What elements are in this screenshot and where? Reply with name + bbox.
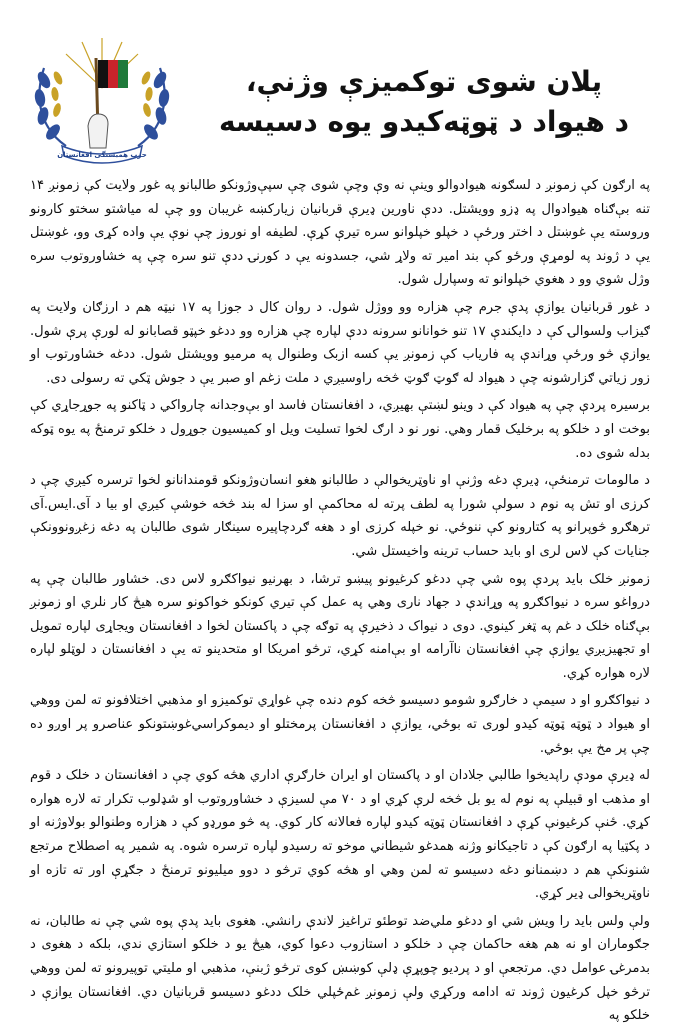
article-body bbox=[30, 174, 650, 1032]
paragraph: د غور قربانیان یوازې پدې جرم چې هزاره وو ووژل شول. د روان کال د جوزا په ۱۷ نیټه هم د ارزګان ولایت په ګیزاب ولسوالۍ کې د دایکندې ۱۷ تنو خوانانو سرونه ددې لپاره چې هزاره وو ددغو خپټو قصابانو له لورې پرې شول. یوازې څو ورځې وړاندې په فاریاب کې زمونږ یې کسه ازبک وطنوال په مرمیو وویشتل شول. ددغه خشاورتوب او زور زیاتي ګزارشونه چې د هیواد له ګوټ ګوټ څخه راوسیږي د ملت زغم او صبر یې د جوش ټکي ته رسولی دی. bbox=[30, 299, 651, 386]
title-line-2: د هیواد د ټوټه‌کیدو یوه دسیسه bbox=[218, 105, 630, 138]
paragraph: د نیواکګرو او د سیمې د خارګرو شومو دسیسو څخه کوم دنده چې غواړي توکمیزو او مذهبي اختلافونو ته لمن ووهي او هیواد د ټوټه ټوټه کیدو لوری ته بوځي، یوازې د افغانستان پرمختلو او دیموکراسي‌غوښتونکو عناصرو پر اوږو ده چې پر مخ یې بوځي. bbox=[30, 693, 650, 756]
paragraph: په ارګون کې زمونږ د لسګونه هیوادوالو وینې نه وې وچې شوی چې سپې‌وژونکو طالبانو په غور ولایت کې زمونږ ۱۴ تنه بې‌ګناه هیوادوال په ډزو وویشتل. ددې ناورین ډیرې قربانیان زیارکښه غریبان وو چې له میاشتو سختو کارونو وروسته یې غوښتل د اختر ورځې د خپلو خپلوانو سره تیرې کړې. لطیفه او نوروز چې نوې یې واده کړی وو، غوښتل یې د ژوند په لومړې ورځو کې بند امیر ته ولاړ شي، جسدونه یې د کورنۍ ددې تنو سره چې په خشاوروتوب سره وژل شوي وو د هغوي خپلوانو ته وسپارل شول. bbox=[30, 178, 650, 288]
logo-caption: حزب همبستگی افغانستان bbox=[57, 151, 147, 159]
paragraph: د مالومات ترمنځې، ډیرې دغه وژنې او ناوټریخوالې د طالبانو هغو انسان‌وژونکو قومندانانو لخوا ترسره کیږي چې د کرزی او تش په نوم د سولې شورا په لطف پرته له محاکمې او سزا له بند څخه خوشې کیږي او بیا د آی.ایس.آی ترهګرو څوپرانو په کتارونو کې ننوځي. نو خپله کرزی او د هغه ګردچاپیره سینګار شوی طالبان په دغه زغږونوونکې جنایات کې لاس لری او باید حساب ترینه واخیستل شي. bbox=[30, 473, 650, 559]
document-title bbox=[200, 62, 648, 142]
paragraph: ولې ولس باید را ویښ شي او ددغو ملي‌ضد توطئو تراغیز لاندې رانشي. هغوی باید پدې پوه شي چې نه طالبان، نه جګوماران او نه هم هغه حاکمان چې د خلکو د استازوب دعوا کوي، هیڅ یو د خلکو استازي ندي، بلکه د هغوی د بدمرغۍ عوامل دي. مرتجعې او د پردیو چوپړې ډلې کوښښ کوی ترڅو ژبنې، مذهبي او ملیتي توپیرونو ته لمن ووهي ترڅو خپل کرغیون ژوند ته ادامه ورکړي ولې زمونږ غم‌ځپلي خلک ددغو دسیسو قربانیان دي. افغانستان یوازې د خلکو په bbox=[30, 913, 650, 1024]
paragraph: برسیره پردې چې په هیواد کې د وینو لښتې بهیږي، د افغانستان فاسد او بې‌وجدانه چارواکي د ټاکنو په جوړجاړي کې بوخت او د خلکو په برخلیک قمار وهي. نور نو د ارګ لخوا تسلیت ویل او کمیسیون جوړول د خلکو ترمنځ په یوه ټوکه بدله شوی ده. bbox=[30, 398, 650, 461]
party-logo bbox=[22, 28, 182, 170]
paragraph: له ډیرې مودې راپدیخوا طالبي جلادان او د پاکستان او ایران خارګرې اداري هڅه کوي چې د افغانستان د خلک د قوم او مذهب او قبیلې په نوم له یو بل څخه لرې کړي او د ۷۰ مې لسیزې د خشاوروتوب او شډلوب تکرار ته لاره هواره کړي. ځنې کرغیونې کړې د افغانستان ټوټه کیدو لپاره فعالانه کار کوي. په څو مورډو کې د هزاره وطنوالو بولاوژنه او د پکټیا په ارګون کې د تاجیکانو وژنه همدغو شیطاني موخو ته رسیدو لپاره ترسره شوه. په شمیر په اصطلاح مرتجع شنونکې هم د دښمنانو دغه دسیسو ته لمن وهي او هڅه کوي ترڅو د دوو میلیونو ترمنځ د جګړې اور ته تازه او ناوټریخوالی ډیر کړي. bbox=[30, 768, 650, 902]
title-line-1: پلان شوی توکمیزې وژنې، bbox=[245, 65, 603, 98]
logo-emblem-icon bbox=[22, 28, 182, 170]
paragraph: زمونږ خلک باید پردې پوه شي چې ددغو کرغیونو پیښو ترشا، د بهرنیو نیواکګرو لاس دی. خشاور طالبان چې په درواغو سره د نیواکګرو په وړاندې د جهاد ناری وهي په عمل کې تیري کونکو خواکونو سره هیڅ کار نلري او زمونږ بې‌ګناه خلک د غم په ټغر کینوي. دوی د نیواک د ذخیرې په توګه چې د پاکستان لخوا د افغانستان ویجاړی لپاره تمویل او تجهیزیږي یوازې چې افغانستان ناآرامه او بې‌امنه کړي، ترڅو امریکا او متحدینو ته یې د افغانستان د لوټلو لپاره لاره هواره کړي. bbox=[30, 571, 650, 681]
